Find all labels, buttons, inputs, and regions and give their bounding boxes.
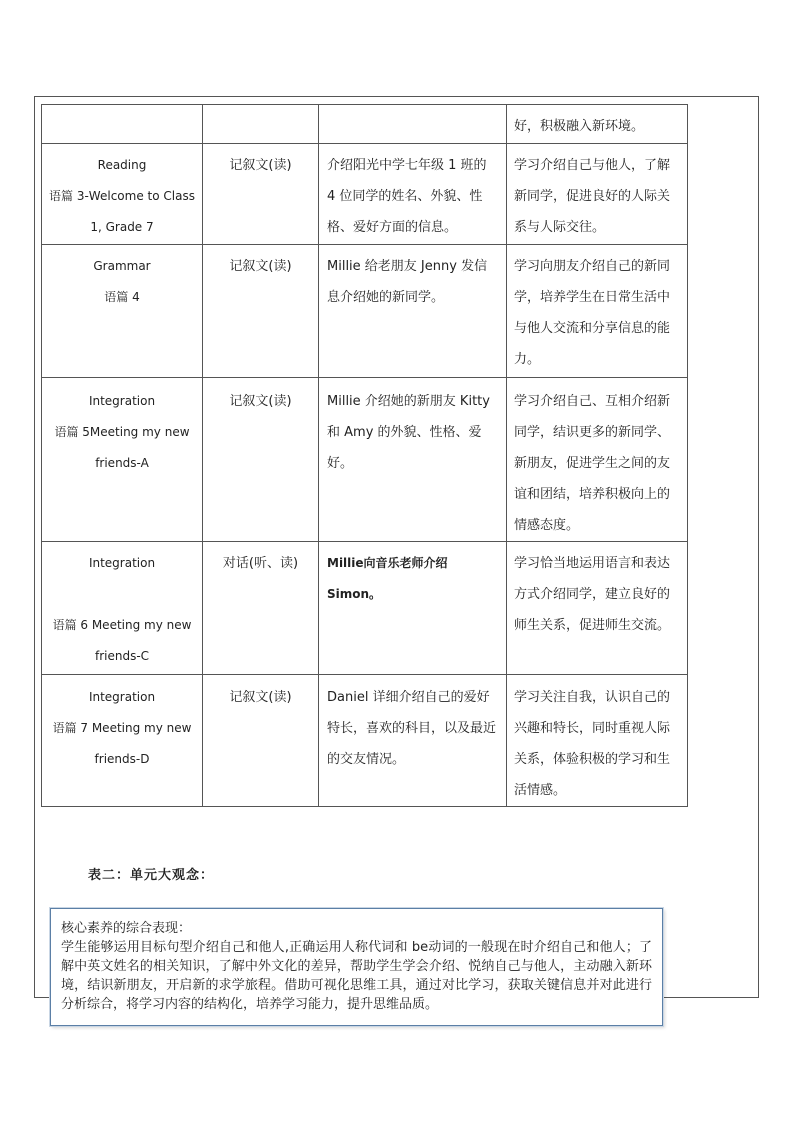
- content-text: Millie 给老朋友 Jenny 发信息介绍她的新同学。: [327, 259, 488, 305]
- text-title-line: 语篇 6 Meeting my new: [52, 618, 192, 632]
- text-title-cell: [42, 675, 203, 807]
- text-title-line: 语篇 4: [104, 290, 140, 304]
- genre-text: 记叙文(读): [229, 259, 292, 274]
- content-text: 介绍阳光中学七年级 1 班的 4 位同学的姓名、外貌、性格、爱好方面的信息。: [327, 158, 487, 235]
- table-row: [42, 144, 688, 245]
- text-type-label: Integration: [88, 690, 156, 704]
- goal-text: 学习关注自我，认识自己的兴趣和特长，同时重视人际关系，体验积极的学习和生活情感。: [514, 690, 671, 798]
- goal-cell: [507, 105, 688, 144]
- text-title-cell: [42, 542, 203, 675]
- content-text: Millie向音乐老师介绍Simon。: [327, 556, 448, 601]
- blank-line: [48, 579, 196, 610]
- text-title-cell: [42, 378, 203, 542]
- genre-text: 对话(听、读): [222, 556, 299, 571]
- goal-text: 学习恰当地运用语言和表达方式介绍同学，建立良好的师生关系，促进师生交流。: [514, 556, 671, 633]
- goal-cell: [507, 675, 688, 807]
- genre-text: 记叙文(读): [229, 158, 292, 173]
- text-type-label: Integration: [88, 394, 156, 408]
- table-row: [42, 675, 688, 807]
- goal-cell: [507, 245, 688, 378]
- genre-text: 记叙文(读): [229, 394, 292, 409]
- text-title-line: friends-A: [95, 456, 149, 470]
- genre-cell: [203, 245, 319, 378]
- goal-text: 学习介绍自己与他人，了解新同学，促进良好的人际关系与人际交往。: [514, 158, 671, 235]
- goal-cell: [507, 378, 688, 542]
- content-text: Millie 介绍她的新朋友 Kitty 和 Amy 的外貌、性格、爱好。: [327, 394, 490, 471]
- goal-text: 好，积极融入新环境。: [514, 119, 645, 134]
- text-title-cell: [42, 144, 203, 245]
- content-cell: [319, 378, 507, 542]
- genre-cell: [203, 105, 319, 144]
- text-title-line: friends-D: [94, 752, 150, 766]
- core-literacy-box: [50, 908, 663, 1026]
- text-title-cell: [42, 105, 203, 144]
- text-title-line: friends-C: [94, 649, 150, 663]
- text-title-line: 1, Grade 7: [90, 220, 154, 234]
- goal-text: 学习介绍自己、互相介绍新同学，结识更多的新同学、新朋友，促进学生之间的友谊和团结，培养积极向上的情感态度。: [514, 394, 671, 533]
- table-row: [42, 542, 688, 675]
- content-cell: [319, 105, 507, 144]
- genre-cell: [203, 378, 319, 542]
- text-type-label: Integration: [88, 556, 156, 570]
- text-title-line: 语篇 7 Meeting my new: [52, 721, 192, 735]
- core-literacy-text: 学生能够运用目标句型介绍自己和他人,正确运用人称代词和 be动词的一般现在时介绍自己和他人；了解中英文姓名的相关知识，了解中外文化的差异，帮助学生学会介绍、悦纳自己与他人，主动融入新环境，结识新朋友，开启新的求学旅程。借助可视化思维工具，通过对比学习，获取关键信息并对此进行分析综合，将学习内容的结构化，培养学习能力，提升思维品质。: [61, 940, 652, 1012]
- unit-text-table: [41, 104, 688, 807]
- genre-cell: [203, 675, 319, 807]
- goal-cell: [507, 144, 688, 245]
- text-type-label: Reading: [97, 158, 147, 172]
- table-row: [42, 245, 688, 378]
- genre-cell: [203, 144, 319, 245]
- genre-cell: [203, 542, 319, 675]
- core-literacy-title: 核心素养的综合表现：: [61, 921, 192, 936]
- table-row: [42, 105, 688, 144]
- goal-cell: [507, 542, 688, 675]
- content-text: Daniel 详细介绍自己的爱好特长，喜欢的科目，以及最近的交友情况。: [327, 690, 497, 767]
- genre-text: 记叙文(读): [229, 690, 292, 705]
- content-cell: [319, 675, 507, 807]
- goal-text: 学习向朋友介绍自己的新同学，培养学生在日常生活中与他人交流和分享信息的能力。: [514, 259, 671, 367]
- text-type-label: Grammar: [93, 259, 151, 273]
- content-cell: [319, 245, 507, 378]
- text-title-line: 语篇 5Meeting my new: [54, 425, 190, 439]
- text-title-line: 语篇 3-Welcome to Class: [49, 189, 195, 203]
- table-caption: 表二：单元大观念：: [88, 868, 215, 883]
- text-title-cell: [42, 245, 203, 378]
- content-cell: [319, 542, 507, 675]
- content-cell: [319, 144, 507, 245]
- table-row: [42, 378, 688, 542]
